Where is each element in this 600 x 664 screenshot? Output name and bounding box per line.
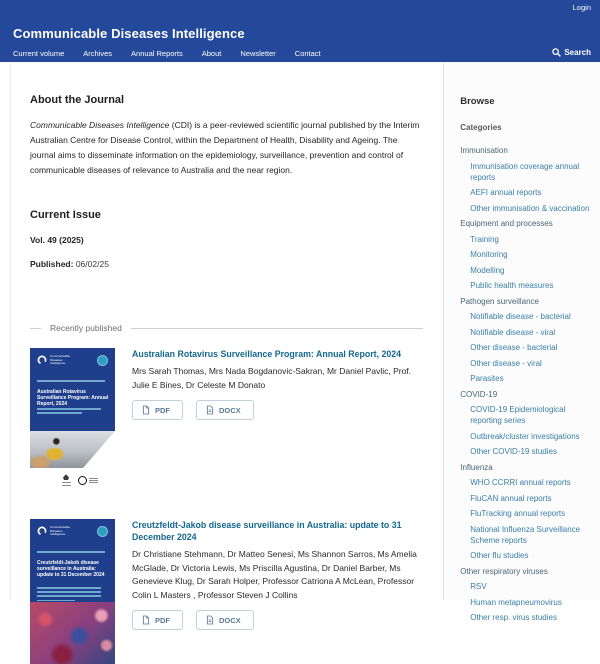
main-nav	[13, 49, 321, 58]
category-covid-19[interactable]: COVID-19	[460, 389, 498, 399]
category-list	[460, 145, 590, 623]
category-equipment-and-processes[interactable]: Equipment and processes	[460, 219, 553, 228]
pdf-button-label: PDF	[155, 615, 170, 625]
cdi-logo-text: Communicable Diseases Intelligence	[50, 525, 71, 537]
cover-caption-line	[37, 551, 105, 553]
published-label: Published:	[30, 259, 74, 269]
article-cover-thumbnail[interactable]	[30, 519, 115, 664]
login-link[interactable]: Login	[572, 3, 591, 12]
subcategory-notifiable-disease-viral[interactable]: Notifiable disease - viral	[470, 327, 556, 337]
article-summary	[132, 519, 423, 664]
site-title[interactable]: Communicable Diseases Intelligence	[13, 26, 245, 41]
subcategory-public-health-measures[interactable]: Public health measures	[470, 281, 554, 290]
recently-published-label: Recently published	[50, 323, 122, 333]
browse-heading: Browse	[460, 96, 495, 107]
about-paragraph-text: (CDI) is a peer-reviewed scientific journal published by the Interim Australian Centre for Disease Control, within the Department of Health, Disability and Ageing. The journal aims to disseminate information on the epidemiology, surveillance, prevention and control of communicable diseases of relevance to Australia and the near region.	[30, 120, 420, 175]
subcategory-who-ccrri-annual-reports[interactable]: WHO CCRRI annual reports	[470, 478, 571, 487]
nav-item-archives[interactable]: Archives	[83, 49, 113, 58]
article-title-link[interactable]: Creutzfeldt-Jakob disease surveillance in Australia: update to 31 December 2024	[132, 520, 402, 542]
nav-item-current-volume[interactable]: Current volume	[13, 49, 65, 58]
article-cover-thumbnail[interactable]	[30, 348, 115, 493]
cover-title: Creutzfeldt-Jakob disease surveillance in Australia: update to 31 December 2024	[37, 560, 105, 579]
category-other-respiratory-viruses[interactable]: Other respiratory viruses	[460, 566, 548, 576]
cdi-circle-logo	[78, 476, 98, 485]
subcategory-other-disease-bacterial[interactable]: Other disease - bacterial	[470, 343, 558, 352]
subcategory-outbreak-cluster-investigations[interactable]: Outbreak/cluster investigations	[470, 431, 580, 441]
nav-item-contact[interactable]: Contact	[294, 49, 321, 58]
category-influenza[interactable]: Influenza	[460, 462, 493, 472]
current-issue-heading: Current Issue	[30, 209, 101, 221]
subcategory-monitoring[interactable]: Monitoring	[470, 250, 508, 259]
cdi-logo-icon	[37, 526, 47, 536]
cover-volume-badge	[97, 355, 108, 366]
subcategory-other-covid-19-studies[interactable]: Other COVID-19 studies	[470, 447, 557, 456]
docx-file-icon	[206, 405, 214, 415]
subcategory-immunisation-coverage-annual-reports[interactable]: Immunisation coverage annual reports	[470, 161, 580, 182]
article-summary	[132, 348, 423, 493]
subcategory-rsv[interactable]: RSV	[470, 582, 487, 591]
cover-caption-line	[37, 380, 105, 382]
article-authors: Mrs Sarah Thomas, Mrs Nada Bogdanovic-Sakran, Mr Daniel Pavlic, Prof. Julie E Bines, Dr Celeste M Donato	[132, 366, 412, 390]
nav-item-newsletter[interactable]: Newsletter	[240, 49, 276, 58]
article-authors: Dr Christiane Stehmann, Dr Matteo Senesi, Ms Shannon Sarros, Ms Amelia McGlade, Dr Victoria Lewis, Ms Priscilla Agustina, Dr Daniel Barber, Ms Genevieve Klug, Dr Sarah Holper, Professor Catriona A McLean, Professor Colin L Masters , Professor Steven J Collins	[132, 549, 417, 600]
docx-button[interactable]	[196, 610, 254, 630]
categories-heading: Categories	[460, 123, 502, 132]
divider-line-left	[30, 328, 41, 329]
article-item-cjd	[30, 519, 423, 664]
cdi-logo-text: Communicable Diseases Intelligence	[50, 354, 71, 366]
galley-buttons	[132, 400, 423, 420]
nav-item-about[interactable]: About	[201, 49, 222, 58]
cdi-logo	[37, 355, 74, 366]
divider-line-right	[131, 328, 423, 329]
subcategory-other-disease-viral[interactable]: Other disease - viral	[470, 358, 542, 368]
galley-buttons	[132, 610, 423, 630]
docx-button-label: DOCX	[219, 405, 241, 415]
docx-button[interactable]	[196, 400, 254, 420]
cover-footer-logos	[30, 468, 115, 493]
subcategory-national-influenza-surveillance-scheme-reports[interactable]: National Influenza Surveillance Scheme reports	[470, 524, 581, 545]
page-body	[10, 62, 600, 625]
subcategory-other-resp-virus-studies[interactable]: Other resp. virus studies	[470, 613, 557, 622]
australian-government-logo	[62, 474, 71, 487]
pdf-button-label: PDF	[155, 405, 170, 415]
cdi-logo	[37, 526, 74, 537]
subcategory-other-flu-studies[interactable]: Other flu studies	[470, 551, 529, 560]
subcategory-human-metapneumovirus[interactable]: Human metapneumovirus	[470, 597, 562, 607]
cover-volume-badge	[97, 526, 108, 537]
current-issue-volume[interactable]: Vol. 49 (2025)	[30, 235, 84, 245]
cover-white-wedge	[83, 431, 115, 468]
journal-name-italic: Communicable Diseases Intelligence	[30, 120, 170, 130]
subcategory-notifiable-disease-bacterial[interactable]: Notifiable disease - bacterial	[470, 312, 571, 321]
subcategory-aefi-annual-reports[interactable]: AEFI annual reports	[470, 188, 542, 197]
search-icon	[552, 48, 561, 57]
article-title-link[interactable]: Australian Rotavirus Surveillance Program: Annual Report, 2024	[132, 349, 402, 359]
search-label: Search	[564, 48, 591, 57]
subcategory-flucan-annual-reports[interactable]: FluCAN annual reports	[470, 493, 552, 503]
category-immunisation[interactable]: Immunisation	[460, 146, 508, 155]
subcategory-modelling[interactable]: Modelling	[470, 265, 505, 275]
published-line	[30, 259, 423, 269]
docx-button-label: DOCX	[219, 615, 241, 625]
docx-file-icon	[206, 615, 214, 625]
article-item-rotavirus	[30, 348, 423, 493]
search-button[interactable]	[552, 48, 591, 57]
subcategory-flutracking-annual-reports[interactable]: FluTracking annual reports	[470, 509, 566, 518]
category-pathogen-surveillance[interactable]: Pathogen surveillance	[460, 296, 539, 306]
pdf-button[interactable]	[132, 610, 183, 630]
pdf-file-icon	[142, 615, 150, 625]
recently-published-divider	[30, 323, 423, 333]
subcategory-other-immunisation-vaccination[interactable]: Other immunisation & vaccination	[470, 203, 590, 213]
cover-title: Australian Rotavirus Surveillance Program: Annual Report, 2024	[37, 389, 109, 408]
about-heading: About the Journal	[30, 94, 125, 106]
main-content	[11, 62, 443, 625]
pdf-button[interactable]	[132, 400, 183, 420]
nav-item-annual-reports[interactable]: Annual Reports	[131, 49, 183, 58]
sidebar-browse	[443, 62, 600, 622]
about-paragraph	[30, 118, 423, 178]
cover-author-lines	[37, 408, 101, 416]
subcategory-training[interactable]: Training	[470, 234, 499, 244]
site-header	[0, 0, 600, 62]
subcategory-parasites[interactable]: Parasites	[470, 374, 504, 383]
pdf-file-icon	[142, 405, 150, 415]
cover-microscopy-image	[30, 602, 115, 664]
cdi-logo-icon	[37, 355, 47, 365]
published-date: 06/02/25	[75, 259, 109, 269]
subcategory-covid-19-epidemiological-reporting-series[interactable]: COVID-19 Epidemiological reporting series	[470, 405, 566, 425]
